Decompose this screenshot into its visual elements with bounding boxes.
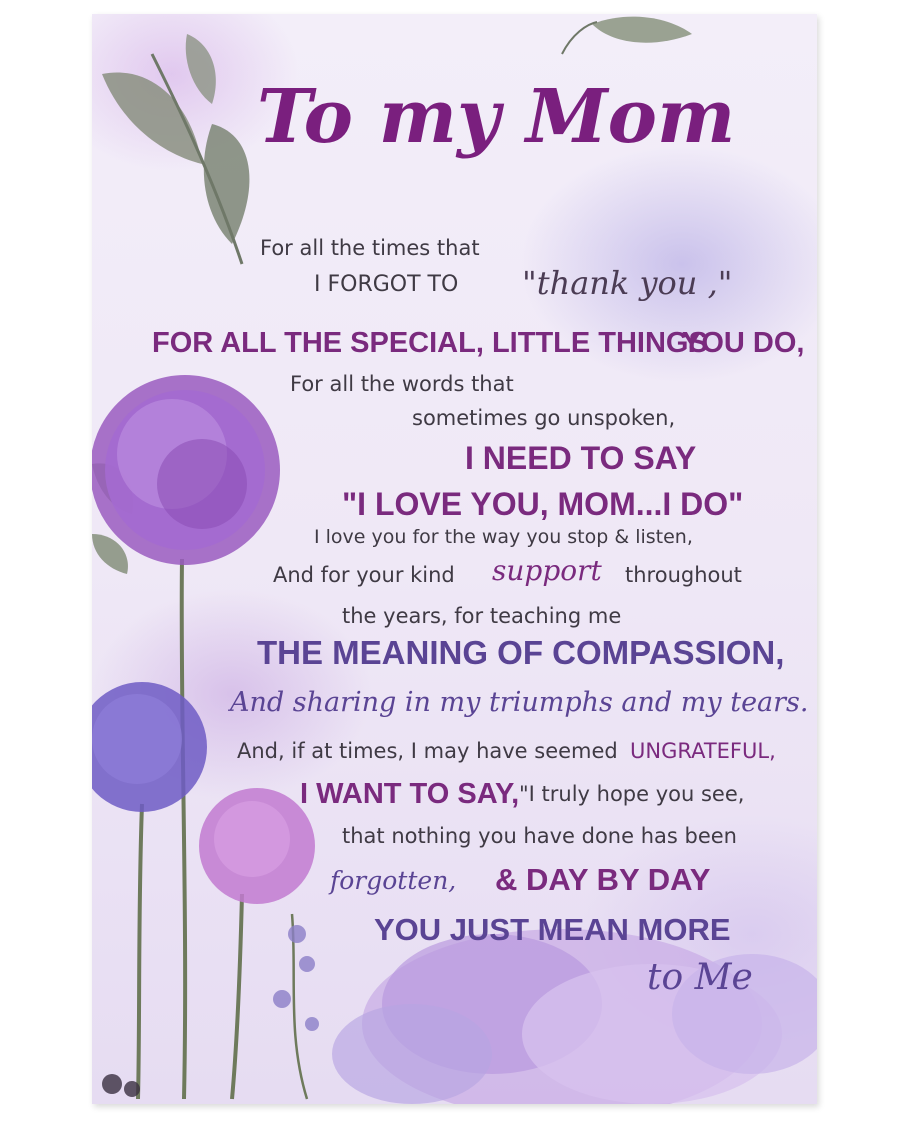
dandelion-flower-icon (199, 788, 315, 904)
text-line-bold: I NEED TO SAY (465, 440, 697, 476)
text-line-bold: "I LOVE YOU, MOM...I DO" (342, 486, 744, 522)
text-line: "I truly hope you see, (519, 782, 745, 806)
text-line: For all the words that (290, 372, 514, 396)
poster-title: To my Mom (257, 74, 736, 160)
text-line-bold: THE MEANING OF COMPASSION, (257, 634, 785, 671)
text-line: UNGRATEFUL, (630, 739, 776, 763)
hydrangea-cluster-icon (332, 929, 817, 1104)
dandelion-flower-icon (92, 682, 207, 812)
text-line: And, if at times, I may have seemed (237, 739, 618, 763)
leaf-icon (273, 925, 319, 1031)
text-line: throughout (625, 563, 742, 587)
text-line: that nothing you have done has been (342, 824, 737, 848)
text-line: the years, for teaching me (342, 604, 622, 628)
text-line: And for your kind (273, 563, 455, 587)
leaf-icon (562, 17, 692, 54)
text-line-bold: YOU DO, (682, 327, 805, 359)
text-line-script: support (492, 554, 602, 587)
text-line-bold: & DAY BY DAY (495, 862, 711, 897)
text-line-bold: I WANT TO SAY, (300, 778, 520, 810)
text-line-bold: YOU JUST MEAN MORE (374, 912, 731, 947)
dandelion-flower-icon (92, 375, 280, 565)
poster (92, 14, 817, 1104)
text-line-script: "thank you ," (522, 264, 733, 302)
text-line-script: And sharing in my triumphs and my tears. (230, 687, 809, 718)
text-line: sometimes go unspoken, (412, 406, 676, 430)
text-line-bold: FOR ALL THE SPECIAL, LITTLE THINGS (152, 327, 708, 359)
leaf-icon (102, 34, 249, 264)
text-line-script: forgotten, (330, 866, 457, 895)
text-line: For all the times that (260, 236, 480, 260)
text-line-script: to Me (647, 957, 753, 998)
text-line: I FORGOT TO (314, 272, 459, 297)
text-line: I love you for the way you stop & listen, (314, 526, 693, 548)
